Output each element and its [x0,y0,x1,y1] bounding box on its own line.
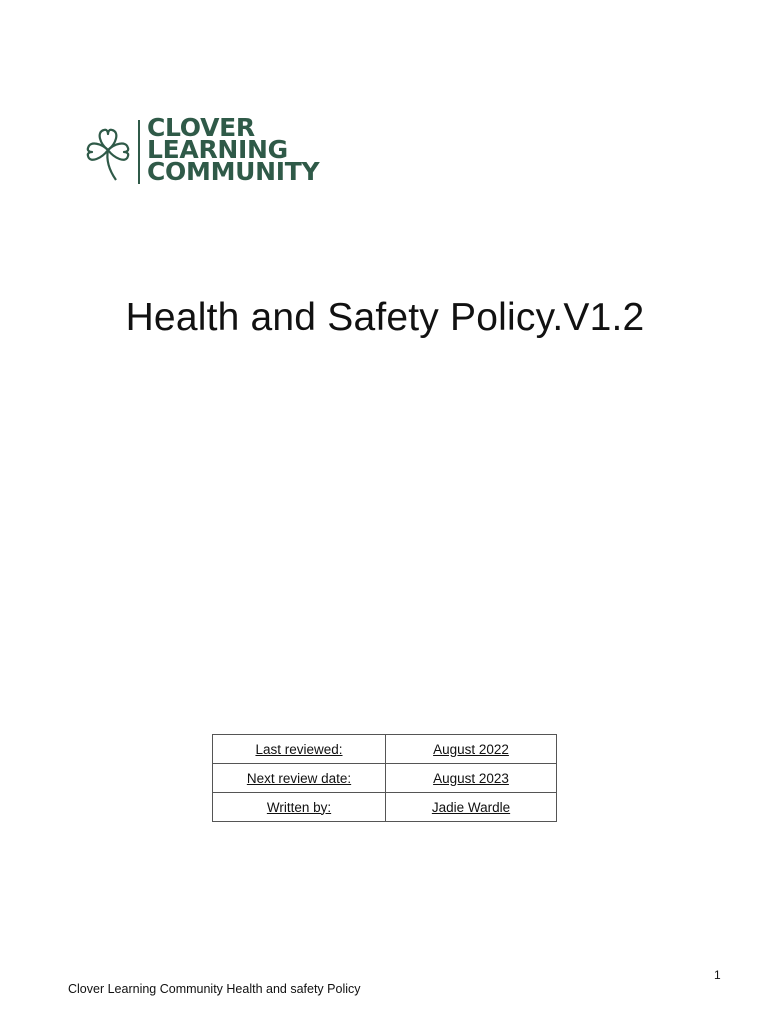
row-label [213,793,386,822]
row-value [386,735,557,764]
review-info-table [212,734,557,822]
row-value [386,764,557,793]
next-review-value: August 2023 [433,770,509,786]
logo-line-3: COMMUNITY [147,157,320,186]
written-by-value: Jadie Wardle [431,799,511,815]
row-label [213,735,386,764]
clover-icon [82,122,134,184]
document-title: Health and Safety Policy.V1.2 [125,296,645,339]
table-row [213,764,557,793]
logo-wordmark [147,113,320,186]
logo-divider [138,120,140,184]
table-row [213,735,557,764]
footer-text: Clover Learning Community Health and safety Policy [68,982,361,996]
written-by-label: Written by: [266,799,332,815]
next-review-label: Next review date: [246,770,352,786]
logo-line-1: CLOVER [147,113,255,142]
row-value [386,793,557,822]
row-label [213,764,386,793]
organization-logo [82,113,342,188]
last-reviewed-label: Last reviewed: [255,741,343,757]
last-reviewed-value: August 2022 [433,741,509,757]
logo-line-2: LEARNING [147,135,288,164]
table-row [213,793,557,822]
page-number: 1 [714,968,721,982]
